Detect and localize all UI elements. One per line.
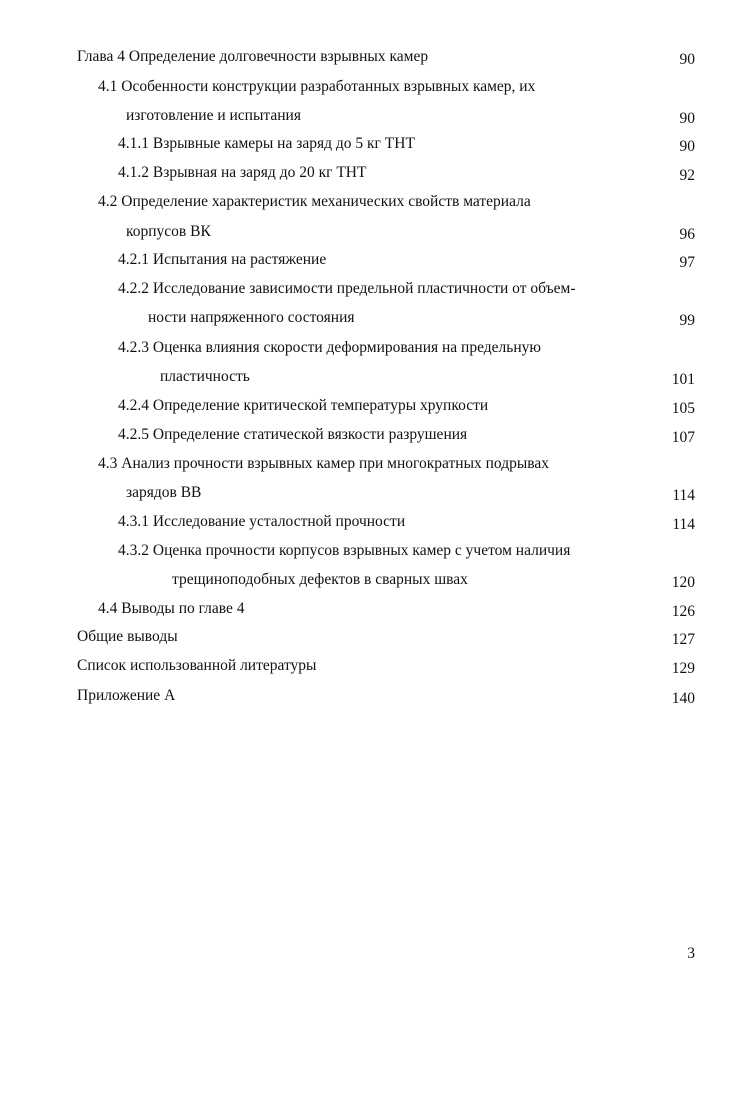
toc-page-references: 129: [671, 660, 695, 677]
toc-page-4-2-3: 101: [671, 371, 695, 388]
toc-entry-4-2-line1: 4.2 Определение характеристик механических свойств материала: [98, 193, 531, 210]
page-number: 3: [687, 945, 695, 962]
toc-page-general-conclusions: 127: [671, 631, 695, 648]
toc-entry-4-2-3-line1: 4.2.3 Оценка влияния скорости деформирования на предельную: [118, 339, 541, 356]
toc-entry-chapter-4: Глава 4 Определение долговечности взрывных камер: [77, 48, 429, 65]
toc-entry-4-3-2-line1: 4.3.2 Оценка прочности корпусов взрывных камер с учетом наличия: [118, 542, 571, 559]
toc-entry-4-1-2: 4.1.2 Взрывная на заряд до 20 кг ТНТ: [118, 164, 367, 181]
toc-entry-4-3-line2: зарядов ВВ: [126, 484, 202, 501]
toc-entry-4-1-line2: изготовление и испытания: [126, 107, 301, 124]
toc-entry-4-1-line1: 4.1 Особенности конструкции разработанных взрывных камер, их: [98, 78, 536, 95]
toc-entry-4-2-2-line1: 4.2.2 Исследование зависимости предельной пластичности от объем-: [118, 280, 576, 297]
toc-entry-general-conclusions: Общие выводы: [77, 628, 178, 645]
toc-entry-references: Список использованной литературы: [77, 657, 317, 674]
toc-page-4-3-2: 120: [671, 574, 695, 591]
toc-page-4-1: 90: [679, 110, 695, 127]
toc-page-4-2-1: 97: [679, 254, 695, 271]
toc-page-4-4: 126: [671, 603, 695, 620]
toc-entry-4-2-5: 4.2.5 Определение статической вязкости разрушения: [118, 426, 468, 443]
toc-page-4-1-2: 92: [679, 167, 695, 184]
toc-entry-4-3-2-line2: трещиноподобных дефектов в сварных швах: [172, 571, 468, 588]
toc-page-4-2: 96: [679, 226, 695, 243]
toc-page-4-3-1: 114: [672, 516, 695, 533]
toc-page-4-1-1: 90: [679, 138, 695, 155]
toc-entry-4-2-3-line2: пластичность: [160, 368, 250, 385]
toc-page-4-3: 114: [672, 487, 695, 504]
toc-entry-4-2-1: 4.2.1 Испытания на растяжение: [118, 251, 327, 268]
toc-entry-4-1-1: 4.1.1 Взрывные камеры на заряд до 5 кг ТНТ: [118, 135, 415, 152]
toc-entry-4-2-line2: корпусов ВК: [126, 223, 211, 240]
toc-entry-4-3-1: 4.3.1 Исследование усталостной прочности: [118, 513, 406, 530]
toc-entry-4-4: 4.4 Выводы по главе 4: [98, 600, 245, 617]
toc-page-4-2-4: 105: [671, 400, 695, 417]
toc-entry-4-2-4: 4.2.4 Определение критической температуры хрупкости: [118, 397, 489, 414]
toc-page-appendix-a: 140: [671, 690, 695, 707]
toc-page-4-2-5: 107: [671, 429, 695, 446]
toc-entry-appendix-a: Приложение А: [77, 687, 176, 704]
toc-entry-4-3-line1: 4.3 Анализ прочности взрывных камер при многократных подрывах: [98, 455, 550, 472]
toc-entry-4-2-2-line2: ности напряженного состояния: [148, 309, 355, 326]
toc-page-4-2-2: 99: [679, 312, 695, 329]
toc-page-chapter-4: 90: [679, 51, 695, 68]
